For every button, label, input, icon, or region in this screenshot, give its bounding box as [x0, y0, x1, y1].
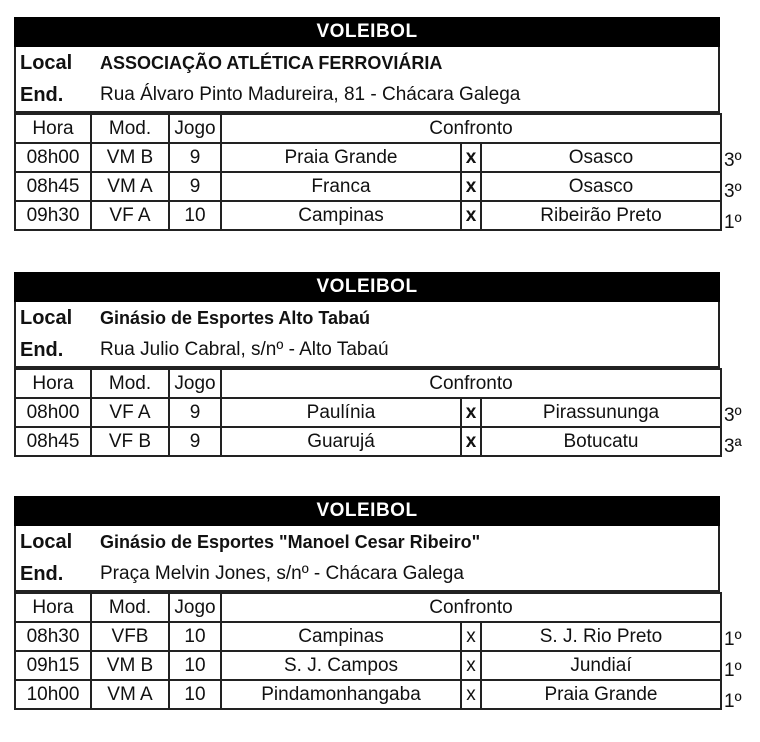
venue-local-row — [16, 302, 718, 334]
section-title: VOLEIBOL — [14, 496, 720, 526]
team-home: Campinas — [221, 201, 461, 230]
table-row — [15, 622, 721, 651]
section-title: VOLEIBOL — [14, 272, 720, 302]
games-table — [14, 113, 722, 231]
venue-address: Praça Melvin Jones, s/nº - Chácara Galega — [100, 563, 464, 584]
table-row — [15, 398, 721, 427]
venue-info — [14, 526, 720, 592]
versus-mark: x — [461, 398, 481, 427]
games-table — [14, 592, 722, 710]
venue-address-row — [16, 79, 718, 111]
game-time: 08h45 — [15, 172, 91, 201]
phase-label: 3ª — [724, 436, 742, 457]
team-away: S. J. Rio Preto — [481, 622, 721, 651]
phase-label: 3º — [724, 405, 742, 426]
col-mod: Mod. — [91, 369, 169, 398]
game-number: 9 — [169, 427, 221, 456]
team-home: Paulínia — [221, 398, 461, 427]
game-mod: VFB — [91, 622, 169, 651]
phase-label: 1º — [724, 212, 742, 233]
table-row — [15, 143, 721, 172]
team-home: Campinas — [221, 622, 461, 651]
team-away: Jundiaí — [481, 651, 721, 680]
table-row — [15, 651, 721, 680]
versus-mark: x — [461, 143, 481, 172]
section-title: VOLEIBOL — [14, 17, 720, 47]
game-time: 09h15 — [15, 651, 91, 680]
address-label: End. — [20, 83, 64, 106]
schedule-block-1 — [14, 17, 720, 231]
local-label: Local — [20, 51, 73, 74]
venue-info — [14, 47, 720, 113]
table-row — [15, 680, 721, 709]
team-home: Pindamonhangaba — [221, 680, 461, 709]
team-away: Osasco — [481, 172, 721, 201]
col-mod: Mod. — [91, 114, 169, 143]
venue-name: Ginásio de Esportes Alto Tabaú — [100, 307, 371, 328]
phase-label: 1º — [724, 660, 742, 681]
table-header-row — [15, 369, 721, 398]
game-number: 10 — [169, 201, 221, 230]
game-number: 10 — [169, 651, 221, 680]
phase-label: 3º — [724, 181, 742, 202]
team-away: Ribeirão Preto — [481, 201, 721, 230]
versus-mark: x — [461, 427, 481, 456]
game-number: 10 — [169, 622, 221, 651]
game-time: 08h00 — [15, 143, 91, 172]
schedule-block-3 — [14, 496, 720, 710]
venue-name: ASSOCIAÇÃO ATLÉTICA FERROVIÁRIA — [100, 52, 443, 73]
team-home: Praia Grande — [221, 143, 461, 172]
venue-address: Rua Julio Cabral, s/nº - Alto Tabaú — [100, 339, 389, 360]
table-row — [15, 201, 721, 230]
col-jogo: Jogo — [169, 114, 221, 143]
venue-info — [14, 302, 720, 368]
venue-name: Ginásio de Esportes "Manoel Cesar Ribeiro" — [100, 531, 481, 552]
table-row — [15, 172, 721, 201]
games-table — [14, 368, 722, 457]
address-label: End. — [20, 338, 64, 361]
venue-local-row — [16, 47, 718, 79]
table-header-row — [15, 593, 721, 622]
game-mod: VF A — [91, 398, 169, 427]
game-time: 08h00 — [15, 398, 91, 427]
versus-mark: x — [461, 622, 481, 651]
col-mod: Mod. — [91, 593, 169, 622]
team-home: Guarujá — [221, 427, 461, 456]
team-away: Praia Grande — [481, 680, 721, 709]
local-label: Local — [20, 530, 73, 553]
col-hora: Hora — [15, 114, 91, 143]
game-number: 10 — [169, 680, 221, 709]
game-time: 08h45 — [15, 427, 91, 456]
venue-address-row — [16, 334, 718, 366]
col-hora: Hora — [15, 369, 91, 398]
table-header-row — [15, 114, 721, 143]
col-jogo: Jogo — [169, 593, 221, 622]
game-number: 9 — [169, 172, 221, 201]
schedule-block-2 — [14, 272, 720, 457]
versus-mark: x — [461, 201, 481, 230]
team-away: Pirassununga — [481, 398, 721, 427]
game-time: 10h00 — [15, 680, 91, 709]
venue-address-row — [16, 558, 718, 590]
game-mod: VM A — [91, 172, 169, 201]
phase-label: 3º — [724, 150, 742, 171]
game-mod: VF A — [91, 201, 169, 230]
venue-address: Rua Álvaro Pinto Madureira, 81 - Chácara Galega — [100, 84, 521, 105]
game-time: 08h30 — [15, 622, 91, 651]
game-time: 09h30 — [15, 201, 91, 230]
team-home: S. J. Campos — [221, 651, 461, 680]
venue-local-row — [16, 526, 718, 558]
col-hora: Hora — [15, 593, 91, 622]
game-mod: VM B — [91, 651, 169, 680]
team-away: Osasco — [481, 143, 721, 172]
col-confronto: Confronto — [221, 593, 721, 622]
game-number: 9 — [169, 398, 221, 427]
versus-mark: x — [461, 680, 481, 709]
game-mod: VM A — [91, 680, 169, 709]
versus-mark: x — [461, 172, 481, 201]
game-mod: VM B — [91, 143, 169, 172]
team-home: Franca — [221, 172, 461, 201]
phase-label: 1º — [724, 691, 742, 712]
game-mod: VF B — [91, 427, 169, 456]
local-label: Local — [20, 306, 73, 329]
phase-label: 1º — [724, 629, 742, 650]
team-away: Botucatu — [481, 427, 721, 456]
table-row — [15, 427, 721, 456]
col-confronto: Confronto — [221, 369, 721, 398]
col-jogo: Jogo — [169, 369, 221, 398]
col-confronto: Confronto — [221, 114, 721, 143]
address-label: End. — [20, 562, 64, 585]
versus-mark: x — [461, 651, 481, 680]
game-number: 9 — [169, 143, 221, 172]
